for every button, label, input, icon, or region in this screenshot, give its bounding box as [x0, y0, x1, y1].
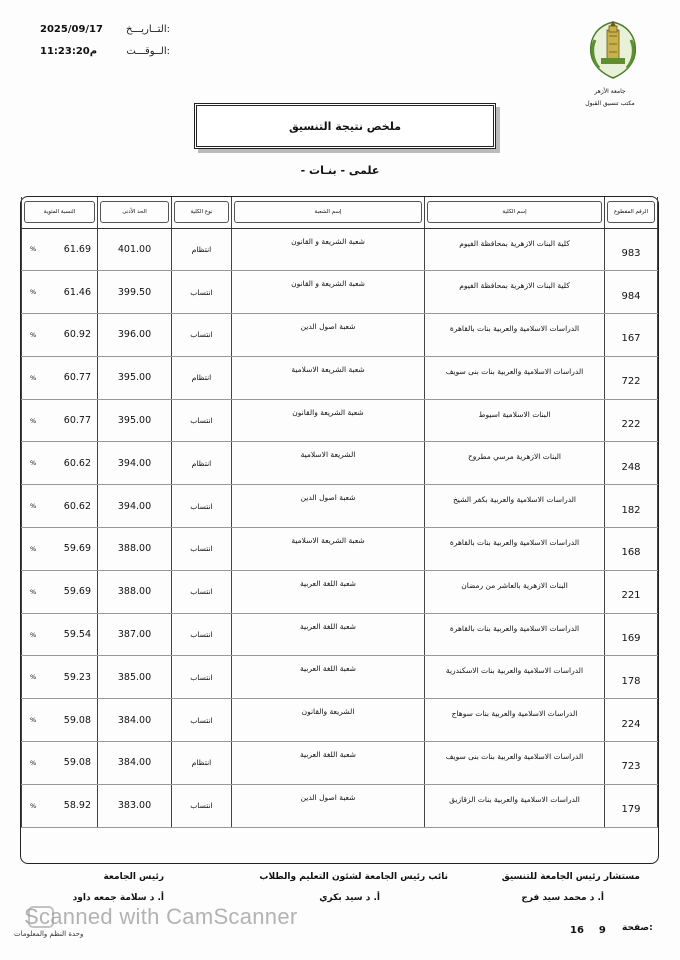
table-row: [22, 271, 658, 314]
percent-sign: %: [30, 459, 37, 468]
row-dept: شعبة الشريعة الاسلامية: [232, 356, 425, 399]
table-row: [22, 399, 658, 442]
row-code: 221: [605, 570, 658, 613]
row-type: انتظام: [172, 742, 232, 785]
percent-value: 61.69: [63, 243, 91, 255]
results-table: [21, 197, 658, 828]
row-code: 224: [605, 699, 658, 742]
row-dept: شعبة الشريعة و القانون: [232, 271, 425, 314]
row-dept: شعبة الشريعة الاسلامية: [232, 528, 425, 571]
page-subtitle: - علمى - بنـات: [300, 164, 380, 177]
row-code: 178: [605, 656, 658, 699]
row-pct: [22, 570, 98, 613]
time-label: الــوقـــت:: [126, 45, 170, 57]
header-dept: إسم الشعبة: [232, 197, 425, 228]
watermark: Scanned with CamScanner: [24, 904, 298, 929]
percent-value: 60.77: [63, 372, 91, 384]
row-type: انتساب: [172, 699, 232, 742]
table-row: [22, 314, 658, 357]
percent-value: 60.77: [63, 415, 91, 427]
percent-sign: %: [30, 544, 37, 553]
row-pct: [22, 784, 98, 827]
row-faculty: الدراسات الاسلامية والعربية بنات سوهاج: [425, 699, 605, 742]
row-pct: [22, 656, 98, 699]
percent-value: 59.08: [63, 714, 91, 726]
row-pct: [22, 485, 98, 528]
row-score: 401.00: [98, 228, 172, 271]
row-faculty: كلية البنات الازهرية بمحافظة الفيوم: [425, 228, 605, 271]
row-code: 723: [605, 742, 658, 785]
row-type: انتساب: [172, 613, 232, 656]
row-pct: [22, 228, 98, 271]
row-dept: شعبة اصول الدين: [232, 485, 425, 528]
table-row: [22, 656, 658, 699]
page-current: 9: [598, 925, 606, 936]
advisor-name: أ. د محمد سيد فرج: [521, 893, 604, 903]
row-score: 394.00: [98, 485, 172, 528]
row-dept: شعبة اللغة العربية: [232, 742, 425, 785]
row-pct: [22, 699, 98, 742]
row-pct: [22, 528, 98, 571]
row-type: انتظام: [172, 228, 232, 271]
row-type: انتساب: [172, 570, 232, 613]
row-code: 222: [605, 399, 658, 442]
percent-sign: %: [30, 801, 37, 810]
percent-value: 60.62: [63, 500, 91, 512]
percent-value: 59.54: [63, 629, 91, 641]
percent-sign: %: [30, 245, 37, 254]
table-row: [22, 228, 658, 271]
percent-value: 59.69: [63, 586, 91, 598]
header-faculty: إسم الكلية: [425, 197, 605, 228]
row-faculty: الدراسات الاسلامية والعربية بنات الزقازيق: [425, 784, 605, 827]
row-type: انتساب: [172, 656, 232, 699]
table-row: [22, 613, 658, 656]
percent-value: 61.46: [63, 286, 91, 298]
row-dept: شعبة الشريعة و القانون: [232, 228, 425, 271]
row-score: 384.00: [98, 699, 172, 742]
row-dept: شعبة اللغة العربية: [232, 570, 425, 613]
percent-sign: %: [30, 330, 37, 339]
row-code: 167: [605, 314, 658, 357]
row-code: 182: [605, 485, 658, 528]
row-score: 383.00: [98, 784, 172, 827]
table-row: [22, 356, 658, 399]
header-code: الرقم المقطوع: [605, 197, 658, 228]
row-faculty: الدراسات الاسلامية والعربية بنات بالقاهرة: [425, 528, 605, 571]
page-label: صفحة:: [622, 923, 653, 933]
table-body: [22, 228, 658, 827]
percent-sign: %: [30, 288, 37, 297]
row-pct: [22, 271, 98, 314]
row-type: انتساب: [172, 528, 232, 571]
percent-value: 59.69: [63, 543, 91, 555]
percent-sign: %: [30, 630, 37, 639]
footer-unit: وحدة النظم والمعلومات: [14, 930, 84, 938]
time-row: [40, 40, 170, 62]
percent-value: 58.92: [63, 800, 91, 812]
row-dept: شعبة اللغة العربية: [232, 656, 425, 699]
row-type: انتظام: [172, 442, 232, 485]
university-logo: [583, 18, 643, 82]
row-score: 395.00: [98, 356, 172, 399]
row-code: 722: [605, 356, 658, 399]
date-time-block: [40, 18, 170, 62]
table-row: [22, 784, 658, 827]
row-score: 394.00: [98, 442, 172, 485]
table-row: [22, 699, 658, 742]
percent-sign: %: [30, 502, 37, 511]
row-faculty: الدراسات الاسلامية والعربية بنات بالقاهرة: [425, 613, 605, 656]
row-dept: الشريعة الاسلامية: [232, 442, 425, 485]
percent-sign: %: [30, 373, 37, 382]
advisor-title: مستشار رئيس الجامعة للتنسيق: [501, 872, 640, 882]
row-code: 983: [605, 228, 658, 271]
row-type: انتظام: [172, 356, 232, 399]
president-title: رئيس الجامعة: [103, 872, 164, 882]
row-score: 395.00: [98, 399, 172, 442]
signature-titles: [20, 872, 660, 888]
table-row: [22, 485, 658, 528]
row-faculty: البنات الاسلامية اسيوط: [425, 399, 605, 442]
row-score: 388.00: [98, 528, 172, 571]
row-pct: [22, 314, 98, 357]
percent-sign: %: [30, 587, 37, 596]
row-code: 248: [605, 442, 658, 485]
row-score: 385.00: [98, 656, 172, 699]
university-name-block: [560, 86, 660, 110]
table-row: [22, 570, 658, 613]
table-row: [22, 528, 658, 571]
row-faculty: الدراسات الاسلامية والعربية بنات بالقاهرة: [425, 314, 605, 357]
row-code: 179: [605, 784, 658, 827]
table-row: [22, 442, 658, 485]
row-dept: شعبة الشريعة والقانون: [232, 399, 425, 442]
row-pct: [22, 356, 98, 399]
row-score: 396.00: [98, 314, 172, 357]
header-score: الحد الأدنى: [98, 197, 172, 228]
row-code: 169: [605, 613, 658, 656]
row-type: انتساب: [172, 399, 232, 442]
azhar-logo-icon: [583, 18, 643, 82]
row-faculty: الدراسات الاسلامية والعربية بنات الاسكندرية: [425, 656, 605, 699]
header-type: نوع الكلية: [172, 197, 232, 228]
university-name: جامعة الأزهر: [594, 88, 626, 95]
vp-name: أ. د سيد بكري: [319, 893, 380, 903]
date-label: التــاريـــخ:: [126, 23, 170, 35]
row-faculty: الدراسات الاسلامية والعربية بكفر الشيخ: [425, 485, 605, 528]
results-table-frame: [20, 196, 659, 864]
row-type: انتساب: [172, 485, 232, 528]
page-title: ملخص نتيجة التنسيق: [288, 119, 402, 133]
row-faculty: البنات الازهرية مرسي مطروح: [425, 442, 605, 485]
percent-sign: %: [30, 673, 37, 682]
row-dept: شعبة اللغة العربية: [232, 613, 425, 656]
row-pct: [22, 613, 98, 656]
percent-sign: %: [30, 716, 37, 725]
row-faculty: الدراسات الاسلامية والعربية بنات بنى سويف: [425, 356, 605, 399]
row-score: 384.00: [98, 742, 172, 785]
percent-value: 60.62: [63, 457, 91, 469]
row-dept: شعبة اصول الدين: [232, 784, 425, 827]
table-header-row: [22, 197, 658, 228]
page-total: 16: [570, 925, 584, 936]
percent-value: 59.08: [63, 757, 91, 769]
row-pct: [22, 399, 98, 442]
row-score: 399.50: [98, 271, 172, 314]
row-code: 984: [605, 271, 658, 314]
percent-sign: %: [30, 416, 37, 425]
row-faculty: الدراسات الاسلامية والعربية بنات بنى سويف: [425, 742, 605, 785]
date-row: [40, 18, 170, 40]
office-name: مكتب تنسيق القبول: [585, 100, 635, 107]
header-pct: النسبة المئوية: [22, 197, 98, 228]
percent-value: 59.23: [63, 671, 91, 683]
title-box: [194, 103, 496, 149]
president-name: أ. د سلامة جمعه داود: [72, 893, 164, 903]
percent-value: 60.92: [63, 329, 91, 341]
table-row: [22, 742, 658, 785]
row-dept: شعبة اصول الدين: [232, 314, 425, 357]
row-type: انتساب: [172, 271, 232, 314]
row-type: انتساب: [172, 784, 232, 827]
percent-sign: %: [30, 758, 37, 767]
row-pct: [22, 742, 98, 785]
row-faculty: كلية البنات الازهرية بمحافظة الفيوم: [425, 271, 605, 314]
row-code: 168: [605, 528, 658, 571]
row-type: انتساب: [172, 314, 232, 357]
date-value: 2025/09/17: [40, 23, 103, 35]
row-pct: [22, 442, 98, 485]
time-value: 11:23:20م: [40, 45, 98, 57]
row-score: 387.00: [98, 613, 172, 656]
page-number: [570, 925, 606, 936]
vp-title: نائب رئيس الجامعة لشئون التعليم والطلاب: [259, 872, 448, 882]
row-dept: الشريعة والقانون: [232, 699, 425, 742]
row-faculty: البنات الازهرية بالعاشر من رمضان: [425, 570, 605, 613]
row-score: 388.00: [98, 570, 172, 613]
